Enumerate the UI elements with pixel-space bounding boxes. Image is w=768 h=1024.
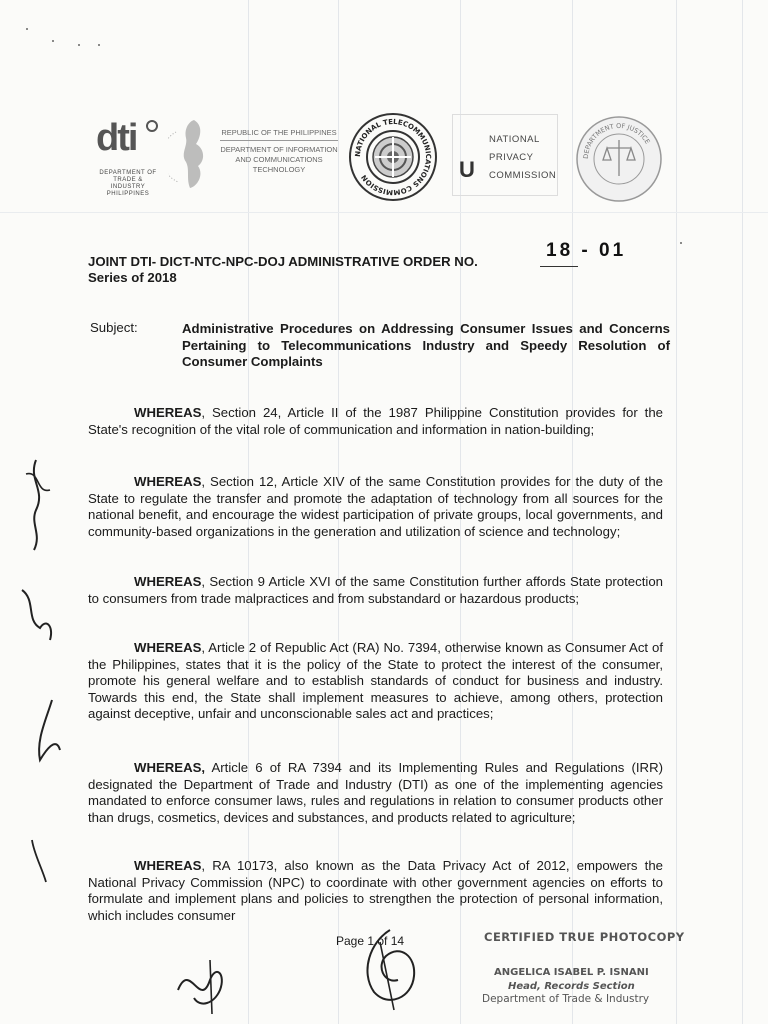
scan-speck [680, 242, 682, 244]
certified-true-copy-stamp: CERTIFIED TRUE PHOTOCOPY [484, 930, 685, 944]
order-number: 18 - 01 [546, 240, 627, 261]
order-title: JOINT DTI- DICT-NTC-NPC-DOJ ADMINISTRATIVE ORDER NO. [88, 254, 478, 269]
whereas-lead: WHEREAS [134, 405, 202, 420]
order-number-underline [540, 266, 578, 267]
scan-speck [26, 28, 28, 30]
dict-caption [220, 128, 338, 175]
certifier-role: Head, Records Section [508, 981, 635, 992]
order-series: Series of 2018 [88, 270, 177, 285]
bottom-left-signature [170, 950, 240, 1020]
ntc-seal-icon [348, 112, 438, 202]
scan-speck [52, 40, 54, 42]
dict-department: DEPARTMENT OF INFORMATION AND COMMUNICATIONS TECHNOLOGY [220, 145, 338, 174]
whereas-text: , Section 24, Article II of the 1987 Philippine Constitution provides for the State's recognition of the vital role of communication and information in nation-building; [88, 405, 663, 437]
scan-speck [98, 44, 100, 46]
whereas-text: , Section 9 Article XVI of the same Constitution further affords State protection to consumers from trade malpractices and from substandard or hazardous products; [88, 574, 663, 606]
dict-republic: REPUBLIC OF THE PHILIPPINES [220, 128, 338, 141]
dti-logo [96, 118, 160, 206]
npc-mark-icon: U [459, 157, 475, 182]
ntc-seal-text: NATIONAL TELECOMMUNICATIONS COMMISSION [353, 117, 433, 197]
certifier-department: Department of Trade & Industry [482, 993, 650, 1005]
philippine-map-icon [168, 112, 216, 194]
ntc-seal [348, 112, 438, 202]
whereas-lead: WHEREAS [134, 858, 202, 873]
center-signature [350, 922, 430, 1014]
npc-caption [489, 131, 556, 185]
dict-logo [168, 112, 338, 194]
dti-dot-icon [146, 120, 158, 132]
whereas-paragraph [88, 474, 663, 540]
doj-seal [574, 114, 664, 204]
subject-label: Subject: [90, 320, 138, 335]
dti-caption: DEPARTMENT OF TRADE & INDUSTRY PHILIPPINES [99, 170, 157, 197]
npc-line2: PRIVACY [489, 152, 534, 163]
whereas-lead: WHEREAS [134, 574, 202, 589]
whereas-paragraph [88, 640, 663, 723]
doj-seal-icon [574, 114, 664, 204]
scan-line [742, 0, 743, 1024]
whereas-text: Article 6 of RA 7394 and its Implementing Rules and Regulations (IRR) designated the Department of Trade and Industry (DTI) as one of the implementing agencies mandated to enforce consumer laws, rules and regulations in relation to consumer products other than drugs, cosmetics, devices and substances, and products related to agriculture; [88, 760, 663, 825]
npc-line1: NATIONAL [489, 134, 540, 145]
margin-initials-signature [6, 450, 76, 890]
whereas-text: , RA 10173, also known as the Data Privacy Act of 2012, empowers the National Privacy Commission (NPC) to coordinate with other government agencies on efforts to formulate and implement plans and policies to strengthen the protection of personal information, which includes consumer [88, 858, 663, 923]
page-number: Page 1 of 14 [336, 934, 405, 948]
scan-line [676, 0, 677, 1024]
whereas-paragraph [88, 574, 663, 607]
npc-logo [452, 114, 558, 196]
whereas-lead: WHEREAS, [134, 760, 206, 775]
whereas-paragraph [88, 405, 663, 438]
scan-speck [78, 44, 80, 46]
scan-line [0, 212, 768, 213]
whereas-lead: WHEREAS [134, 474, 202, 489]
whereas-text: , Section 12, Article XIV of the same Constitution provides for the duty of the State to regulate the transfer and promote the adaptation of technology from all sources for the national benefit, and encourage the widest participation of private groups, local governments, and community-based organizations in the generation and utilization of science and technology; [88, 474, 663, 539]
certifier-name: ANGELICA ISABEL P. ISNANI [494, 967, 649, 978]
npc-line3: COMMISSION [489, 170, 557, 181]
subject-text: Administrative Procedures on Addressing Consumer Issues and Concerns Pertaining to Telecommunications Industry and Speedy Resolution of Consumer Complaints [182, 321, 670, 369]
whereas-paragraph [88, 760, 663, 826]
dti-wordmark: dti [96, 117, 137, 159]
whereas-text: , Article 2 of Republic Act (RA) No. 7394, otherwise known as Consumer Act of the Philippines, states that it is the policy of the State to protect the interest of the consumer, promote his general welfare and to establish standards of conduct for business and industry. Towards this end, the State shall implement measures to achieve, among others, protection against deceptive, unfair and unconscionable sales act and practices; [88, 640, 663, 721]
whereas-paragraph [88, 858, 663, 924]
whereas-lead: WHEREAS [134, 640, 202, 655]
doj-seal-text: DEPARTMENT OF JUSTICE [581, 121, 652, 160]
